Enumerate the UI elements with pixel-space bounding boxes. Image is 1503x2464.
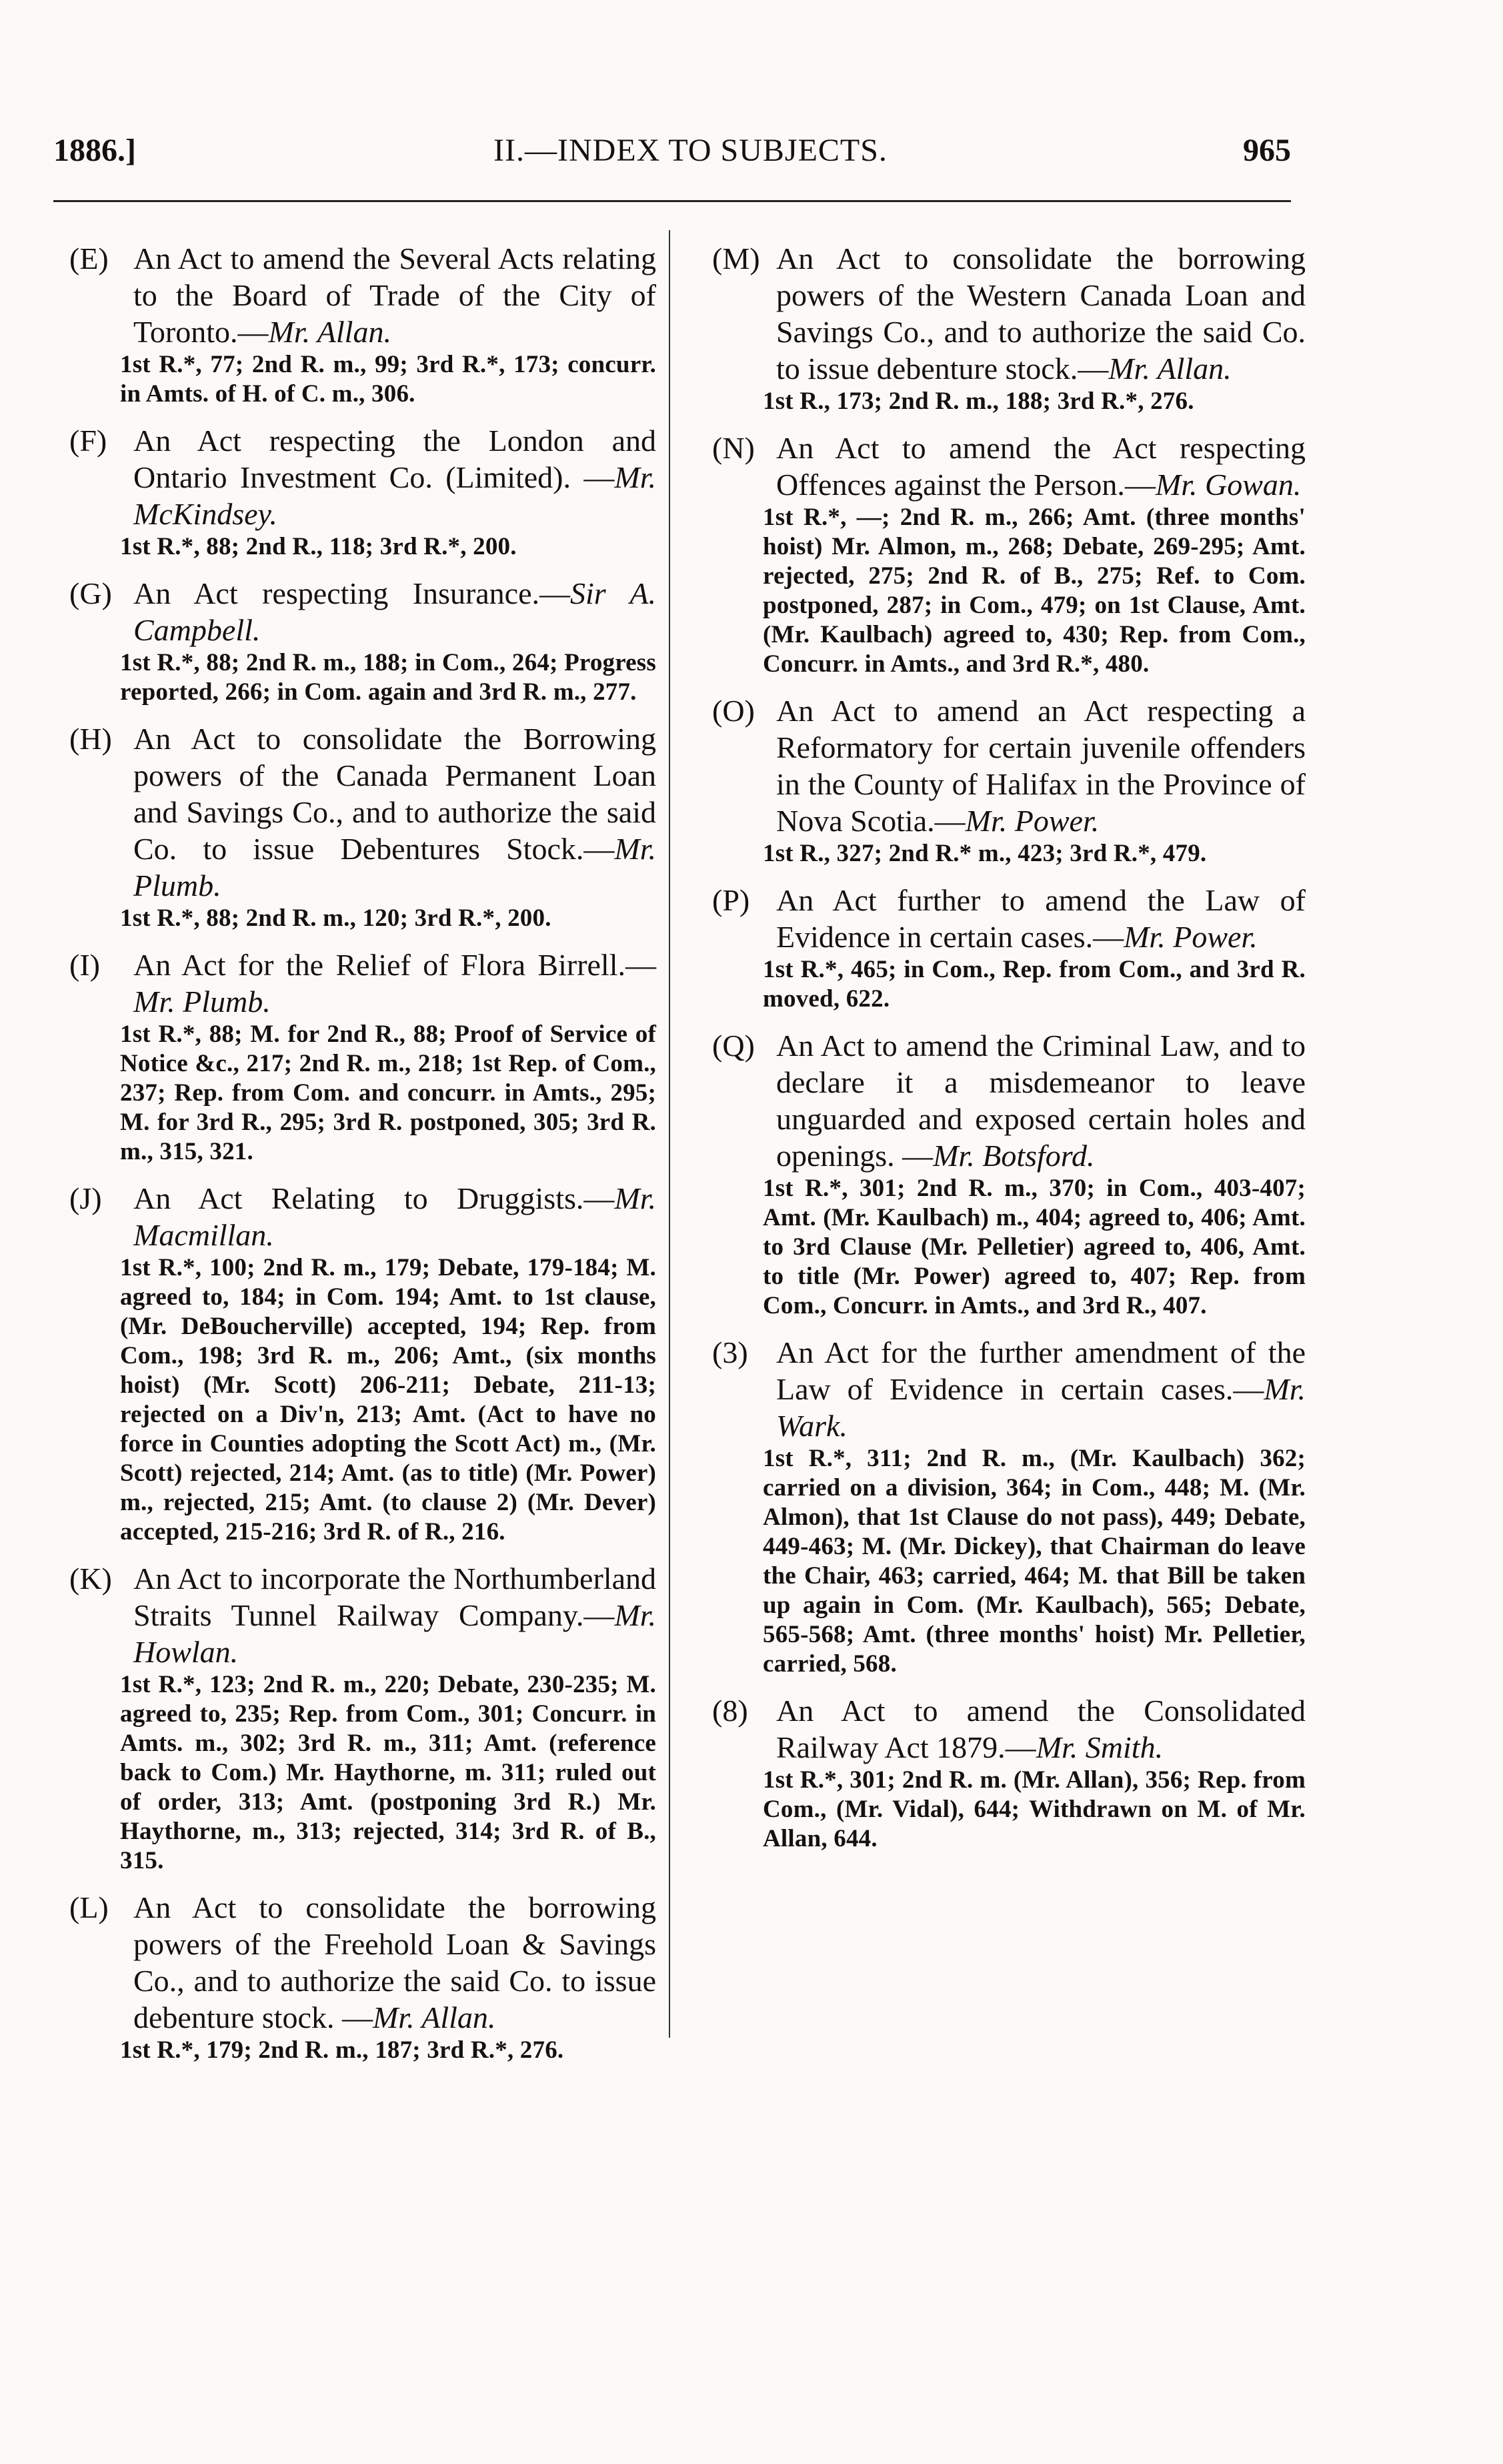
entry-title: An Act Relating to Druggists.—Mr. Macmillan. — [133, 1181, 656, 1252]
entry-letter: (G) — [69, 576, 112, 610]
entry-details: 1st R., 173; 2nd R. m., 188; 3rd R.*, 276. — [763, 388, 1194, 415]
entry-title: An Act respecting the London and Ontario Investment Co. (Limited). —Mr. McKindsey. — [133, 424, 656, 531]
entry-mover: Mr. Allan. — [372, 2000, 496, 2034]
entry-details: 1st R.*, 179; 2nd R. m., 187; 3rd R.*, 276. — [120, 2036, 564, 2064]
entry-title: An Act to amend the Criminal Law, and to declare it a misdemeanor to leave unguarded and exposed certain holes and openings. —Mr. Botsford. — [776, 1029, 1306, 1173]
entry-title: An Act to amend an Act respecting a Reformatory for certain juvenile offenders in the County of Halifax in the Province of Nova Scotia.—Mr. Power. — [776, 694, 1306, 838]
entry-details: 1st R.*, 88; 2nd R. m., 188; in Com., 264; Progress reported, 266; in Com. again and 3rd R. m., 277. — [120, 649, 656, 706]
header-rule — [53, 200, 1291, 202]
entry-details: 1st R.*, —; 2nd R. m., 266; Amt. (three months' hoist) Mr. Almon, m., 268; Debate, 269-295; Amt. rejected, 275; 2nd R. of B., 275; Ref. to Com. postponed, 287; in Com., 479; on 1st Clause, Amt. (Mr. Kaulbach) agreed to, 430; Rep. from Com., Concurr. in Amts., and 3rd R.*, 480. — [763, 504, 1306, 678]
entry-mover: Mr. Plumb. — [133, 985, 271, 1019]
entry-mover: Mr. Gowan. — [1155, 468, 1302, 502]
header-year: 1886.] — [53, 133, 136, 168]
entry-letter: (P) — [712, 883, 750, 917]
index-entry — [69, 720, 656, 933]
entry-mover: Mr. Wark. — [776, 1372, 1306, 1443]
entry-mover: Mr. McKindsey. — [133, 460, 656, 531]
entry-details: 1st R., 327; 2nd R.* m., 423; 3rd R.*, 479. — [763, 840, 1207, 867]
entry-letter: (F) — [69, 424, 107, 458]
entry-mover: Mr. Allan. — [1108, 352, 1232, 386]
index-entry — [69, 240, 656, 409]
index-entry — [69, 575, 656, 707]
index-entry — [69, 1889, 656, 2065]
entry-mover: Mr. Power. — [965, 804, 1100, 838]
entry-title: An Act to consolidate the borrowing powers of the Freehold Loan & Savings Co., and to authorize the said Co. to issue debenture stock. —Mr. Allan. — [133, 1890, 656, 2034]
entry-letter: (L) — [69, 1890, 109, 1924]
entry-details: 1st R.*, 301; 2nd R. m., 370; in Com., 403-407; Amt. (Mr. Kaulbach) m., 404; agreed to, 406; Amt. to 3rd Clause (Mr. Pelletier) agreed to, 406, Amt. to title (Mr. Power) agreed to, 407; Rep. from Com., Concurr. in Amts., and 3rd R., 407. — [763, 1175, 1306, 1319]
entry-title: An Act to consolidate the borrowing powers of the Western Canada Loan and Savings Co., and to authorize the said Co. to issue debenture stock.—Mr. Allan. — [776, 241, 1306, 386]
index-entry — [69, 1180, 656, 1547]
entry-details: 1st R.*, 77; 2nd R. m., 99; 3rd R.*, 173; concurr. in Amts. of H. of C. m., 306. — [120, 351, 656, 408]
entry-mover: Mr. Plumb. — [133, 832, 656, 902]
entry-title: An Act for the Relief of Flora Birrell.—Mr. Plumb. — [133, 948, 656, 1019]
index-entry — [712, 1692, 1306, 1854]
entry-details: 1st R.*, 301; 2nd R. m. (Mr. Allan), 356; Rep. from Com., (Mr. Vidal), 644; Withdrawn on M. of Mr. Allan, 644. — [763, 1766, 1306, 1852]
entry-title: An Act respecting Insurance.—Sir A. Campbell. — [133, 576, 656, 647]
index-entry — [712, 882, 1306, 1014]
entry-letter: (K) — [69, 1562, 112, 1596]
index-entry — [712, 240, 1306, 416]
entry-title: An Act further to amend the Law of Evidence in certain cases.—Mr. Power. — [776, 883, 1306, 954]
index-entry — [712, 1334, 1306, 1679]
entry-details: 1st R.*, 88; 2nd R. m., 120; 3rd R.*, 200. — [120, 904, 551, 932]
entry-letter: (M) — [712, 241, 760, 275]
entry-mover: Mr. Smith. — [1036, 1730, 1164, 1764]
entry-title: An Act to incorporate the Northumberland Straits Tunnel Railway Company.—Mr. Howlan. — [133, 1562, 656, 1669]
entry-letter: (Q) — [712, 1029, 755, 1063]
entry-letter: (O) — [712, 694, 755, 728]
entry-letter: (3) — [712, 1335, 748, 1369]
column-divider — [669, 230, 670, 2038]
left-column — [69, 240, 656, 2078]
entry-title: An Act to consolidate the Borrowing powers of the Canada Permanent Loan and Savings Co., and to authorize the said Co. to issue Debentures Stock.—Mr. Plumb. — [133, 722, 656, 902]
index-entry — [712, 692, 1306, 868]
entry-mover: Mr. Macmillan. — [133, 1181, 656, 1252]
index-entry — [69, 1560, 656, 1876]
header-page-number: 965 — [1243, 133, 1291, 168]
index-entry — [712, 430, 1306, 679]
index-entry — [712, 1027, 1306, 1321]
right-column — [712, 240, 1306, 1867]
entry-letter: (H) — [69, 722, 112, 756]
entry-letter: (J) — [69, 1181, 102, 1215]
entry-title: An Act for the further amendment of the Law of Evidence in certain cases.—Mr. Wark. — [776, 1335, 1306, 1443]
entry-details: 1st R.*, 123; 2nd R. m., 220; Debate, 230-235; M. agreed to, 235; Rep. from Com., 301; Concurr. in Amts. m., 302; 3rd R. m., 311; Amt. (reference back to Com.) Mr. Haythorne, m. 311; ruled out of order, 313; Amt. (postponing 3rd R.) Mr. Haythorne, m., 313; rejected, 314; 3rd R. of B., 315. — [120, 1671, 656, 1874]
entry-mover: Mr. Howlan. — [133, 1598, 656, 1669]
index-entry — [69, 422, 656, 562]
entry-mover: Mr. Power. — [1124, 920, 1258, 954]
entry-details: 1st R.*, 88; M. for 2nd R., 88; Proof of Service of Notice &c., 217; 2nd R. m., 218; 1st Rep. of Com., 237; Rep. from Com. and concurr. in Amts., 295; M. for 3rd R., 295; 3rd R. postponed, 305; 3rd R. m., 315, 321. — [120, 1021, 656, 1165]
entry-mover: Mr. Botsford. — [933, 1139, 1095, 1173]
entry-details: 1st R.*, 88; 2nd R., 118; 3rd R.*, 200. — [120, 533, 517, 560]
entry-details: 1st R.*, 100; 2nd R. m., 179; Debate, 179-184; M. agreed to, 184; in Com. 194; Amt. to 1st clause, (Mr. DeBoucherville) accepted, 194; Rep. from Com., 198; 3rd R. m., 206; Amt., (six months hoist) (Mr. Scott) 206-211; Debate, 211-13; rejected on a Div'n, 213; Amt. (Act to have no force in Counties adopting the Scott Act) m., (Mr. Scott) rejected, 214; Amt. (as to title) (Mr. Power) m., rejected, 215; Amt. (to clause 2) (Mr. Dever) accepted, 215-216; 3rd R. of R., 216. — [120, 1254, 656, 1546]
index-entry — [69, 947, 656, 1167]
entry-mover: Sir A. Campbell. — [133, 576, 656, 647]
entry-title: An Act to amend the Act respecting Offences against the Person.—Mr. Gowan. — [776, 431, 1306, 502]
entry-details: 1st R.*, 465; in Com., Rep. from Com., and 3rd R. moved, 622. — [763, 956, 1306, 1013]
entry-mover: Mr. Allan. — [268, 315, 391, 349]
entry-letter: (8) — [712, 1694, 748, 1728]
entry-title: An Act to amend the Several Acts relating to the Board of Trade of the City of Toronto.—Mr. Allan. — [133, 241, 656, 349]
entry-letter: (E) — [69, 241, 109, 275]
entry-title: An Act to amend the Consolidated Railway Act 1879.—Mr. Smith. — [776, 1694, 1306, 1764]
entry-letter: (N) — [712, 431, 755, 465]
entry-details: 1st R.*, 311; 2nd R. m., (Mr. Kaulbach) 362; carried on a division, 364; in Com., 448; M. (Mr. Almon), that 1st Clause do not pass), 449; Debate, 449-463; M. (Mr. Dickey), that Chairman do leave the Chair, 463; carried, 464; M. that Bill be taken up again in Com. (Mr. Kaulbach), 565; Debate, 565-568; Amt. (three months' hoist) Mr. Pelletier, carried, 568. — [763, 1445, 1306, 1678]
header-section-title: II.—INDEX TO SUBJECTS. — [493, 133, 888, 168]
entry-letter: (I) — [69, 948, 100, 982]
page-header — [53, 132, 1291, 172]
